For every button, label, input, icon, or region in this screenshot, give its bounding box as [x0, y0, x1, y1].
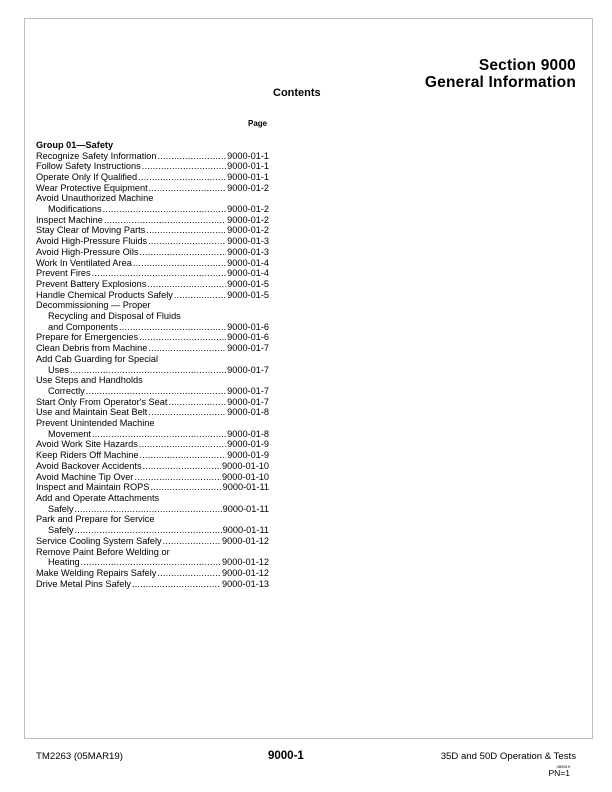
toc-entry	[36, 493, 269, 514]
toc-entry	[36, 225, 269, 236]
toc-entry-line	[36, 397, 269, 408]
toc-dot-leader	[146, 225, 226, 236]
toc-entry-line	[36, 386, 269, 397]
toc-entry-title: Decommissioning — Proper	[36, 300, 151, 311]
toc-entry-line	[36, 514, 269, 525]
toc-entry-title: Handle Chemical Products Safely	[36, 289, 173, 300]
toc-entry-title: Follow Safety Instructions	[36, 161, 141, 172]
toc-entry-title: Avoid Unauthorized Machine	[36, 193, 154, 204]
toc-dot-leader	[86, 386, 226, 397]
toc-entry-title: Avoid High-Pressure Fluids	[36, 236, 148, 247]
toc-entry-line	[36, 418, 269, 429]
toc-entry-title: Avoid High-Pressure Oils	[36, 246, 139, 257]
toc-entry-line	[36, 450, 269, 461]
toc-entry-line	[36, 482, 269, 493]
contents-heading: Contents	[273, 87, 321, 99]
toc-entry	[36, 568, 269, 579]
toc-entry-title: Heating	[48, 557, 80, 568]
toc-entry-title: Prevent Battery Explosions	[36, 278, 147, 289]
toc-entry	[36, 397, 269, 408]
toc-entry-line	[36, 504, 269, 515]
toc-entry-line	[36, 547, 269, 558]
toc-entry	[36, 300, 269, 332]
toc-entry-title: and Components	[48, 321, 118, 332]
toc-entry	[36, 193, 269, 214]
toc-entry	[36, 290, 269, 301]
toc-dot-leader	[148, 407, 226, 418]
toc-entry-page: 9000-01-13	[222, 578, 269, 589]
toc-entry-page: 9000-01-5	[227, 278, 269, 289]
toc-entry-line	[36, 311, 269, 322]
toc-entry-title: Start Only From Operator's Seat	[36, 396, 168, 407]
toc-dot-leader	[142, 161, 226, 172]
toc-entry-page: 9000-01-11	[222, 525, 269, 536]
toc-entry-page: 9000-01-7	[227, 343, 269, 354]
toc-entry-line	[36, 375, 269, 386]
toc-entry	[36, 258, 269, 269]
toc-dot-leader	[103, 204, 226, 215]
toc-entry	[36, 375, 269, 396]
toc-entry-page: 9000-01-7	[227, 364, 269, 375]
toc-dot-leader	[139, 332, 226, 343]
toc-entry-title: Use Steps and Handholds	[36, 375, 143, 386]
toc-dot-leader	[139, 247, 226, 258]
toc-entry-title: Keep Riders Off Machine	[36, 450, 139, 461]
toc-entry-line	[36, 300, 269, 311]
toc-entry	[36, 268, 269, 279]
toc-entry	[36, 151, 269, 162]
toc-entry-line	[36, 151, 269, 162]
toc-dot-leader	[139, 450, 226, 461]
toc-entry	[36, 343, 269, 354]
toc-dot-leader	[70, 365, 226, 376]
toc-entry	[36, 482, 269, 493]
toc-dot-leader	[148, 236, 226, 247]
toc-entry-title: Make Welding Repairs Safely	[36, 567, 157, 578]
toc-entry-page: 9000-01-2	[227, 182, 269, 193]
toc-entry-line	[36, 161, 269, 172]
toc-entry-page: 9000-01-11	[222, 503, 269, 514]
toc-dot-leader	[149, 183, 226, 194]
footer-page-number: 9000-1	[268, 750, 304, 762]
toc-entry	[36, 547, 269, 568]
toc-entry-title: Service Cooling System Safely	[36, 535, 162, 546]
toc-entry	[36, 536, 269, 547]
toc-dot-leader	[92, 429, 226, 440]
toc-entry-line	[36, 525, 269, 536]
footer-pn: PN=1	[548, 768, 570, 778]
toc-entry-page: 9000-01-3	[227, 236, 269, 247]
toc-entry-line	[36, 204, 269, 215]
toc-entry	[36, 418, 269, 439]
toc-entry-line	[36, 439, 269, 450]
toc-entry	[36, 161, 269, 172]
toc-entry	[36, 172, 269, 183]
toc-dot-leader	[163, 536, 221, 547]
toc-dot-leader	[150, 482, 221, 493]
toc-entry-line	[36, 236, 269, 247]
toc-entry-title: Park and Prepare for Service	[36, 514, 155, 525]
toc-entry-title: Inspect and Maintain ROPS	[36, 482, 150, 493]
toc-dot-leader	[158, 151, 227, 162]
toc-entry	[36, 332, 269, 343]
toc-entry-title: Prevent Unintended Machine	[36, 418, 155, 429]
toc-dot-leader	[92, 268, 226, 279]
toc-dot-leader	[75, 504, 222, 515]
toc-entry-line	[36, 568, 269, 579]
group-heading: Group 01—Safety	[36, 140, 114, 150]
toc-dot-leader	[174, 290, 226, 301]
toc-entry-page: 9000-01-4	[227, 268, 269, 279]
toc-entry-page: 9000-01-12	[222, 557, 269, 568]
toc-entry-title: Add Cab Guarding for Special	[36, 353, 159, 364]
footer-code: 080519	[556, 764, 570, 769]
toc-entry	[36, 514, 269, 535]
toc-entry-title: Prevent Fires	[36, 268, 91, 279]
toc-entry-title: Operate Only If Qualified	[36, 171, 138, 182]
toc-entry-line	[36, 193, 269, 204]
toc-entry	[36, 472, 269, 483]
toc-entry-line	[36, 183, 269, 194]
toc-entry-line	[36, 225, 269, 236]
toc-dot-leader	[148, 343, 226, 354]
toc-entry-line	[36, 429, 269, 440]
toc-entry-page: 9000-01-5	[227, 289, 269, 300]
toc-entry	[36, 354, 269, 375]
page-column-label: Page	[248, 119, 268, 128]
toc-entry	[36, 247, 269, 258]
toc-entry-page: 9000-01-1	[227, 161, 269, 172]
toc-entry	[36, 183, 269, 194]
toc-entry-page: 9000-01-7	[227, 385, 269, 396]
toc-entry-title: Drive Metal Pins Safely	[36, 578, 131, 589]
toc-entry-page: 9000-01-9	[227, 439, 269, 450]
toc-entry-line	[36, 365, 269, 376]
toc-dot-leader	[119, 322, 226, 333]
toc-entry-line	[36, 536, 269, 547]
toc-entry-page: 9000-01-8	[227, 428, 269, 439]
table-of-contents	[36, 151, 269, 590]
toc-entry-line	[36, 172, 269, 183]
toc-entry-line	[36, 322, 269, 333]
toc-dot-leader	[132, 579, 221, 590]
toc-entry-title: Safely	[48, 525, 74, 536]
toc-entry-title: Movement	[48, 428, 91, 439]
toc-entry-page: 9000-01-9	[227, 450, 269, 461]
toc-entry	[36, 215, 269, 226]
toc-entry-title: Inspect Machine	[36, 214, 103, 225]
toc-dot-leader	[168, 397, 226, 408]
toc-dot-leader	[139, 439, 226, 450]
toc-entry-title: Correctly	[48, 385, 85, 396]
toc-entry-line	[36, 407, 269, 418]
toc-entry-line	[36, 279, 269, 290]
toc-entry	[36, 439, 269, 450]
toc-entry-line	[36, 215, 269, 226]
toc-entry-title: Wear Protective Equipment	[36, 182, 148, 193]
section-heading	[425, 57, 576, 91]
section-title: General Information	[424, 74, 576, 91]
toc-entry-page: 9000-01-11	[222, 482, 269, 493]
toc-entry-page: 9000-01-3	[227, 246, 269, 257]
toc-entry-title: Recycling and Disposal of Fluids	[48, 311, 181, 322]
toc-entry-page: 9000-01-2	[227, 225, 269, 236]
toc-entry	[36, 236, 269, 247]
toc-entry	[36, 407, 269, 418]
toc-dot-leader	[138, 172, 226, 183]
toc-entry	[36, 279, 269, 290]
toc-dot-leader	[143, 461, 221, 472]
toc-entry-line	[36, 461, 269, 472]
toc-entry-page: 9000-01-12	[222, 567, 269, 578]
toc-entry-title: Work In Ventilated Area	[36, 257, 132, 268]
toc-entry-title: Avoid Backover Accidents	[36, 460, 142, 471]
toc-entry-page: 9000-01-8	[227, 407, 269, 418]
toc-entry-page: 9000-01-10	[222, 471, 269, 482]
toc-entry-title: Uses	[48, 364, 69, 375]
toc-dot-leader	[134, 472, 221, 483]
toc-entry-title: Avoid Work Site Hazards	[36, 439, 138, 450]
toc-entry-title: Safely	[48, 503, 74, 514]
toc-entry	[36, 450, 269, 461]
toc-entry-page: 9000-01-1	[227, 171, 269, 182]
toc-entry-page: 9000-01-6	[227, 332, 269, 343]
toc-entry-page: 9000-01-2	[227, 204, 269, 215]
toc-entry-title: Avoid Machine Tip Over	[36, 471, 134, 482]
section-number: Section 9000	[478, 57, 576, 74]
toc-dot-leader	[81, 557, 221, 568]
toc-entry-line	[36, 579, 269, 590]
toc-entry-title: Use and Maintain Seat Belt	[36, 407, 148, 418]
toc-entry-title: Stay Clear of Moving Parts	[36, 225, 146, 236]
toc-entry-line	[36, 268, 269, 279]
toc-entry-page: 9000-01-10	[222, 460, 269, 471]
toc-entry-line	[36, 472, 269, 483]
toc-dot-leader	[104, 215, 226, 226]
toc-entry-line	[36, 258, 269, 269]
toc-dot-leader	[133, 258, 226, 269]
toc-entry-line	[36, 557, 269, 568]
toc-entry-page: 9000-01-6	[227, 321, 269, 332]
toc-entry-page: 9000-01-1	[227, 150, 269, 161]
toc-entry-title: Prepare for Emergencies	[36, 332, 139, 343]
toc-entry-line	[36, 247, 269, 258]
toc-entry-line	[36, 354, 269, 365]
toc-entry	[36, 461, 269, 472]
page-frame-bottom-rule	[24, 738, 593, 739]
toc-entry-line	[36, 290, 269, 301]
toc-entry-line	[36, 343, 269, 354]
toc-entry-title: Add and Operate Attachments	[36, 493, 160, 503]
toc-entry-line	[36, 493, 269, 504]
toc-entry-page: 9000-01-7	[227, 396, 269, 407]
toc-entry-title: Recognize Safety Information	[36, 150, 157, 161]
toc-dot-leader	[157, 568, 221, 579]
toc-entry-title: Remove Paint Before Welding or	[36, 546, 170, 557]
toc-entry-page: 9000-01-12	[222, 535, 269, 546]
toc-dot-leader	[147, 279, 226, 290]
footer-manual-id: TM2263 (05MAR19)	[36, 751, 123, 762]
toc-entry	[36, 579, 269, 590]
toc-entry-title: Clean Debris from Machine	[36, 343, 148, 354]
toc-entry-page: 9000-01-2	[227, 214, 269, 225]
footer-manual-title: 35D and 50D Operation & Tests	[440, 751, 576, 762]
toc-entry-line	[36, 332, 269, 343]
toc-entry-title: Modifications	[48, 204, 102, 215]
toc-dot-leader	[75, 525, 222, 536]
toc-entry-page: 9000-01-4	[227, 257, 269, 268]
